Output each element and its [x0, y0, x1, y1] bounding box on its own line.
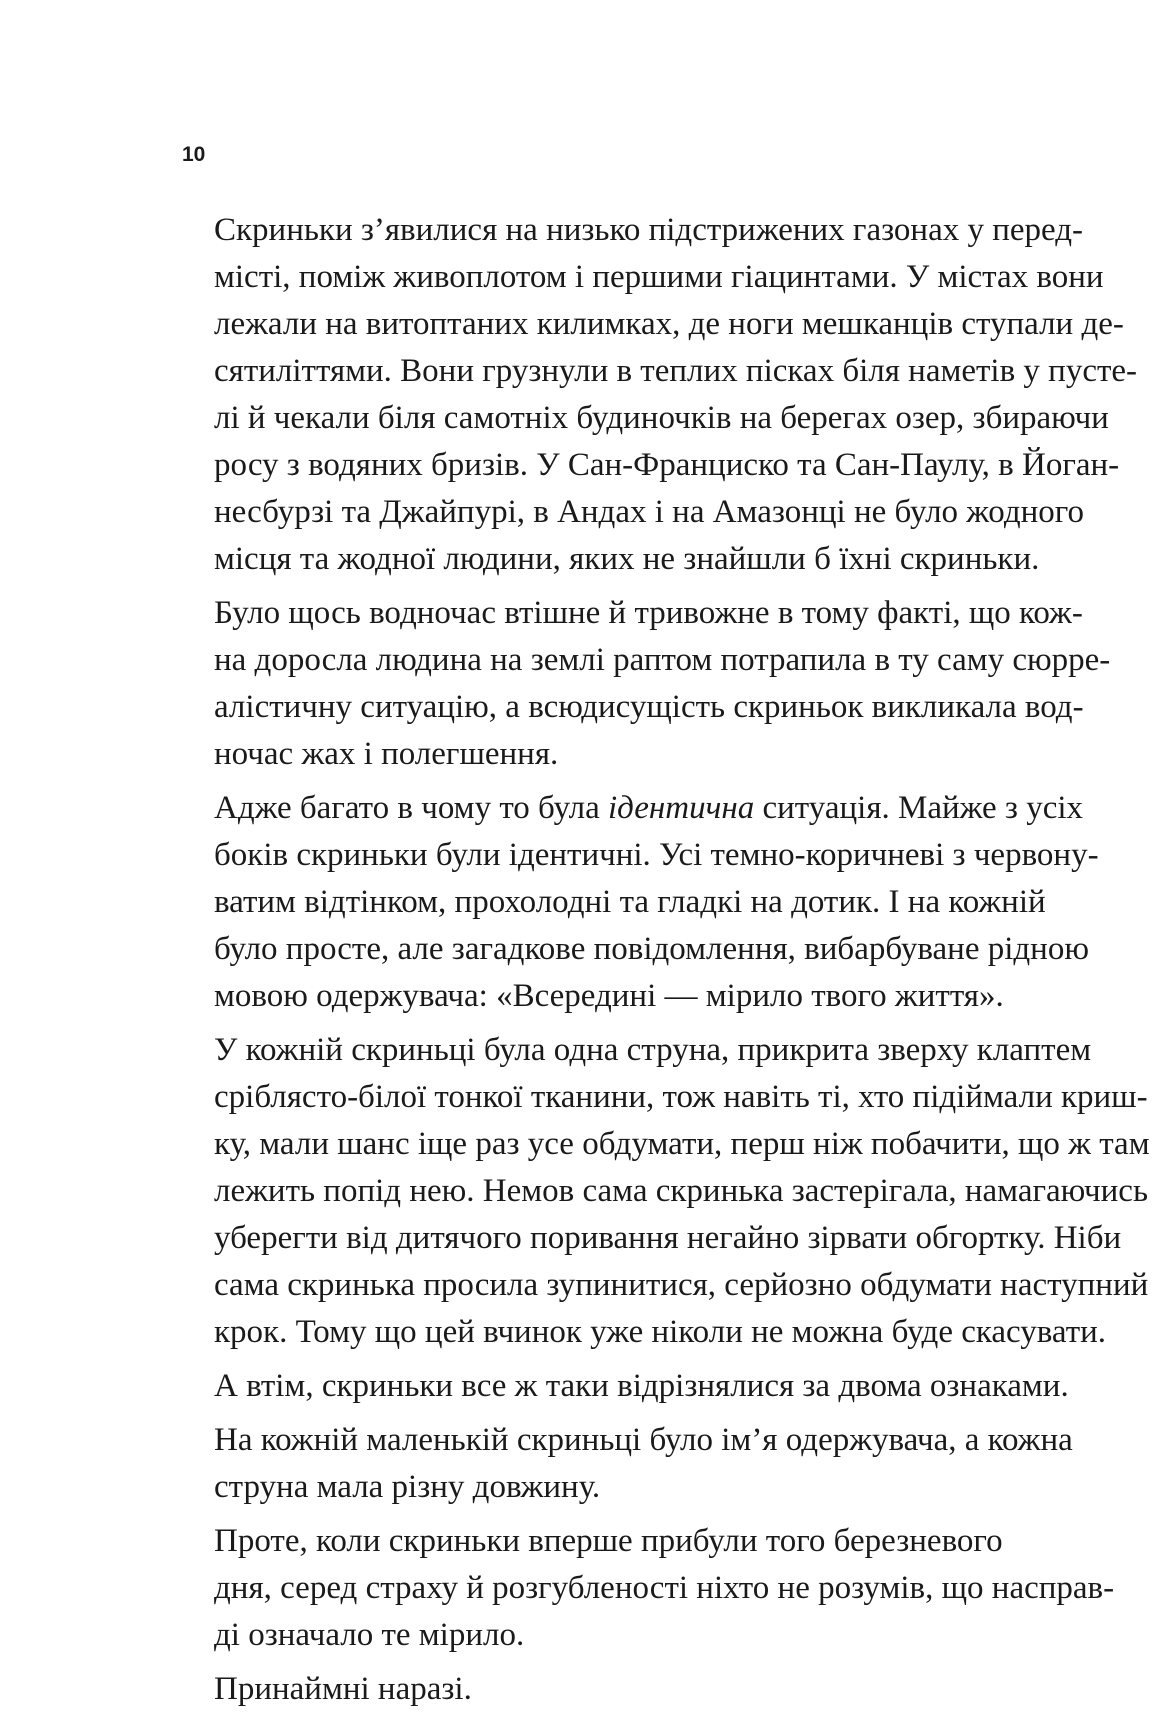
text-line: несбурзі та Джайпурі, в Андах і на Амазонці не було жодного [214, 494, 1084, 530]
paragraph [184, 207, 1138, 583]
text-line: крок. Тому що цей вчинок уже ніколи не можна буде скасувати. [214, 1314, 1107, 1350]
text-run: Адже багато в чому то була [214, 790, 609, 826]
text-line: Принаймні наразі. [214, 1671, 472, 1707]
emphasis: ідентична [608, 790, 755, 826]
text-line: боків скриньки були ідентичні. Усі темно-коричневі з червону- [214, 837, 1099, 873]
text-line: було просте, але загадкове повідомлення, вибарбуване рідною [214, 931, 1089, 967]
text-line: сріблясто-білої тонкої тканини, тож навіть ті, хто підіймали криш- [214, 1079, 1148, 1115]
text-line: ді означало те мірило. [214, 1617, 525, 1653]
text-line: На кожній маленькій скриньці було ім’я одержувача, а кожна [214, 1422, 1073, 1458]
text-line: У кожній скриньці була одна струна, прикрита зверху клаптем [214, 1032, 1092, 1068]
text-line: сама скринька просила зупинитися, серйозно обдумати наступний [214, 1267, 1149, 1303]
text-line: ночас жах і полегшення. [214, 736, 559, 772]
text-line: Було щось водночас втішне й тривожне в тому факті, що кож- [214, 595, 1083, 631]
paragraph [184, 1666, 972, 1713]
text-line: Скриньки з’явилися на низько підстрижених газонах у перед- [214, 212, 1084, 248]
text-line: лежить попід нею. Немов сама скринька застерігала, намагаючись [214, 1173, 1149, 1209]
text-line: дня, серед страху й розгубленості ніхто не розумів, що насправ- [214, 1570, 1115, 1606]
page-number: 10 [182, 143, 206, 166]
text-line [184, 785, 1084, 832]
text-line: ватим відтінком, прохолодні та гладкі на дотик. І на кожній [214, 884, 1046, 920]
paragraph [184, 1363, 1069, 1410]
paragraph [184, 1417, 1073, 1511]
paragraph [184, 1027, 1150, 1356]
text-line: росу з водяних бризів. У Сан-Франциско та Сан-Паулу, в Йоган- [214, 447, 1120, 483]
text-line: місті, поміж живоплотом і першими гіацинтами. У містах вони [214, 259, 1104, 295]
text-line: сятиліттями. Вони грузнули в теплих пісках біля наметів у пусте- [214, 353, 1138, 389]
text-line: ку, мали шанс іще раз усе обдумати, перш ніж побачити, що ж там [214, 1126, 1150, 1162]
paragraph [184, 590, 1111, 778]
paragraph [184, 785, 1099, 1020]
text-line: на доросла людина на землі раптом потрапила в ту саму сюрре- [214, 642, 1111, 678]
text-line: алістичну ситуацію, а всюдисущість скриньок викликала вод- [214, 689, 1084, 725]
text-line: Проте, коли скриньки вперше прибули того березневого [214, 1523, 1003, 1559]
text-line: лежали на витоптаних килимках, де ноги мешканців ступали де- [214, 306, 1124, 342]
text-run: ситуація. Майже з усіх [754, 790, 1084, 826]
paragraph [184, 1518, 1115, 1659]
body-text [184, 207, 1150, 1720]
text-line: А втім, скриньки все ж таки відрізнялися за двома ознаками. [214, 1368, 1069, 1404]
text-line: мовою одержувача: «Всередині — мірило твого життя». [214, 978, 1004, 1014]
text-line: лі й чекали біля самотніх будиночків на берегах озер, збираючи [214, 400, 1109, 436]
text-line: місця та жодної людини, яких не знайшли б їхні скриньки. [214, 541, 1040, 577]
text-line: струна мала різну довжину. [214, 1469, 601, 1505]
text-line: уберегти від дитячого поривання негайно зірвати обгортку. Ніби [214, 1220, 1122, 1256]
